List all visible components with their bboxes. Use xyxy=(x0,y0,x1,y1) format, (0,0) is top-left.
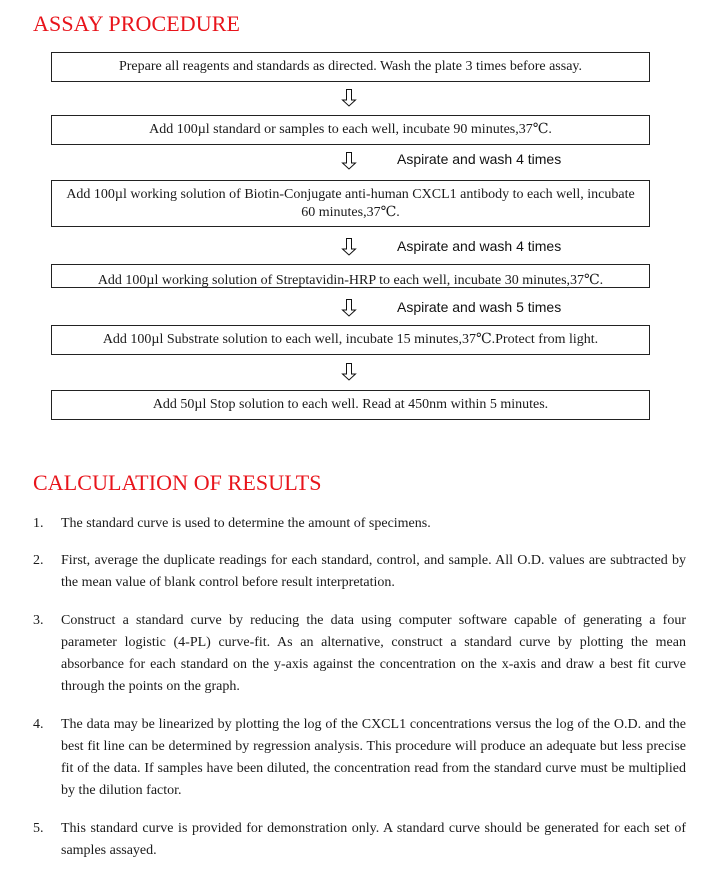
list-item xyxy=(33,818,686,862)
list-item xyxy=(33,714,686,802)
list-item-text: The data may be linearized by plotting the log of the CXCL1 concentrations versus the log of the O.D. and the best fit line can be determined by regression analysis. This procedure will produce an adequate but less precise fit of the data. If samples have been diluted, the concentration read from the standard curve must be multiplied by the dilution factor. xyxy=(61,717,686,798)
list-item-number: 4. xyxy=(33,717,44,732)
list-item xyxy=(33,550,686,594)
step-5-box xyxy=(51,325,650,355)
list-item-number: 3. xyxy=(33,613,44,628)
list-item-number: 1. xyxy=(33,516,44,531)
list-item-text: First, average the duplicate readings for each standard, control, and sample. All O.D. values are subtracted by the mean value of blank control before result interpretation. xyxy=(61,553,686,590)
list-item-number: 2. xyxy=(33,553,44,568)
step-6-text: Add 50µl Stop solution to each well. Read at 450nm within 5 minutes. xyxy=(152,397,549,412)
step-4-text: Add 100µl working solution of Streptavidin-HRP to each well, incubate 30 minutes,37℃. xyxy=(97,273,604,288)
wash-note-1: Aspirate and wash 4 times xyxy=(397,151,562,167)
assay-procedure-heading: ASSAY PROCEDURE xyxy=(33,11,241,36)
down-arrow-icon xyxy=(341,152,357,170)
down-arrow-icon xyxy=(341,238,357,256)
down-arrow-icon xyxy=(341,363,357,381)
list-item xyxy=(33,513,686,535)
list-item-text: Construct a standard curve by reducing the data using computer software capable of generating a four parameter logistic (4-PL) curve-fit. As an alternative, construct a standard curve by plotting the mean absorbance for each standard on the y-axis against the concentration on the x-axis and draw a best fit curve through the points on the graph. xyxy=(61,613,686,694)
step-5-text: Add 100µl Substrate solution to each well, incubate 15 minutes,37℃.Protect from light. xyxy=(102,332,599,347)
calculation-heading: CALCULATION OF RESULTS xyxy=(33,470,322,495)
step-1-box xyxy=(51,52,650,82)
list-item-number: 5. xyxy=(33,821,44,836)
step-3-text: Add 100µl working solution of Biotin-Conjugate anti-human CXCL1 antibody to each well, incubate 60 minutes,37℃. xyxy=(66,186,635,220)
step-3-box xyxy=(51,180,650,227)
down-arrow-icon xyxy=(341,89,357,107)
step-6-box xyxy=(51,390,650,420)
step-2-box xyxy=(51,115,650,145)
step-1-text: Prepare all reagents and standards as directed. Wash the plate 3 times before assay. xyxy=(118,59,583,74)
list-item-text: This standard curve is provided for demonstration only. A standard curve should be generated for each set of samples assayed. xyxy=(61,821,686,858)
wash-note-2: Aspirate and wash 4 times xyxy=(397,238,562,254)
step-2-text: Add 100µl standard or samples to each well, incubate 90 minutes,37℃. xyxy=(149,122,552,137)
list-item xyxy=(33,610,686,698)
step-4-box xyxy=(51,264,650,288)
list-item-text: The standard curve is used to determine the amount of specimens. xyxy=(61,516,431,531)
down-arrow-icon xyxy=(341,299,357,317)
wash-note-3: Aspirate and wash 5 times xyxy=(397,299,562,315)
